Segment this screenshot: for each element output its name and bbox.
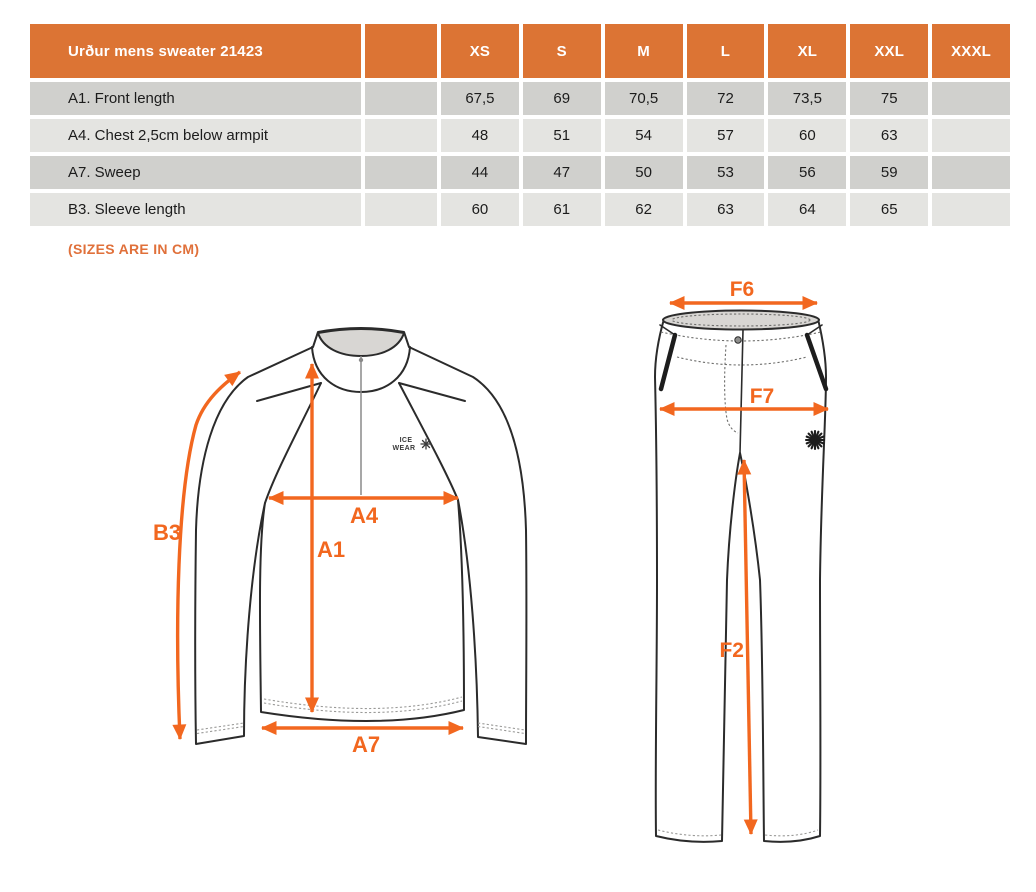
value-cell: 54 (605, 119, 683, 152)
value-cell: 63 (850, 119, 928, 152)
header-spacer-cell (365, 24, 437, 78)
size-header-s: S (523, 24, 601, 78)
label-f2: F2 (719, 639, 744, 662)
value-cell: 72 (687, 82, 765, 115)
label-f6: F6 (729, 280, 755, 301)
value-cell: 69 (523, 82, 601, 115)
size-header-xl: XL (768, 24, 846, 78)
pants-snowflake-icon (806, 431, 824, 449)
value-cell: 56 (768, 156, 846, 189)
size-header-xs: XS (441, 24, 519, 78)
value-cell: 67,5 (441, 82, 519, 115)
value-cell: 48 (441, 119, 519, 152)
value-cell (932, 82, 1010, 115)
value-cell (932, 193, 1010, 226)
value-cell (932, 119, 1010, 152)
sweater-diagram (140, 295, 575, 770)
value-cell: 64 (768, 193, 846, 226)
value-cell: 63 (687, 193, 765, 226)
value-cell: 61 (523, 193, 601, 226)
row-label: A4. Chest 2,5cm below armpit (30, 119, 361, 152)
table-title: Urður mens sweater 21423 (30, 24, 361, 78)
row-spacer-cell (365, 193, 437, 226)
logo-text-wear: WEAR (392, 445, 416, 452)
value-cell: 75 (850, 82, 928, 115)
sizes-unit-note: (SIZES ARE IN CM) (68, 241, 200, 257)
waist-opening (663, 311, 819, 330)
label-a7: A7 (351, 732, 381, 757)
arrow-f2 (744, 460, 751, 834)
label-a1: A1 (316, 537, 346, 562)
value-cell: 59 (850, 156, 928, 189)
logo-text-ice: ICE (399, 437, 413, 444)
value-cell: 60 (768, 119, 846, 152)
size-header-xxl: XXL (850, 24, 928, 78)
value-cell: 53 (687, 156, 765, 189)
size-header-xxxl: XXXL (932, 24, 1010, 78)
row-spacer-cell (365, 82, 437, 115)
value-cell: 51 (523, 119, 601, 152)
value-cell: 57 (687, 119, 765, 152)
value-cell (932, 156, 1010, 189)
value-cell: 70,5 (605, 82, 683, 115)
label-a4: A4 (349, 503, 379, 528)
row-spacer-cell (365, 156, 437, 189)
size-header-l: L (687, 24, 765, 78)
row-label: A1. Front length (30, 82, 361, 115)
value-cell: 73,5 (768, 82, 846, 115)
size-header-m: M (605, 24, 683, 78)
value-cell: 44 (441, 156, 519, 189)
value-cell: 47 (523, 156, 601, 189)
row-label: A7. Sweep (30, 156, 361, 189)
size-chart-table (30, 24, 1010, 226)
pants-diagram (630, 280, 850, 875)
waist-button (735, 337, 741, 343)
value-cell: 62 (605, 193, 683, 226)
row-spacer-cell (365, 119, 437, 152)
logo-snowflake-icon (421, 439, 431, 449)
pants-outline (655, 313, 826, 842)
value-cell: 50 (605, 156, 683, 189)
value-cell: 60 (441, 193, 519, 226)
label-f7: F7 (749, 385, 775, 408)
label-b3: B3 (152, 520, 182, 545)
value-cell: 65 (850, 193, 928, 226)
row-label: B3. Sleeve length (30, 193, 361, 226)
